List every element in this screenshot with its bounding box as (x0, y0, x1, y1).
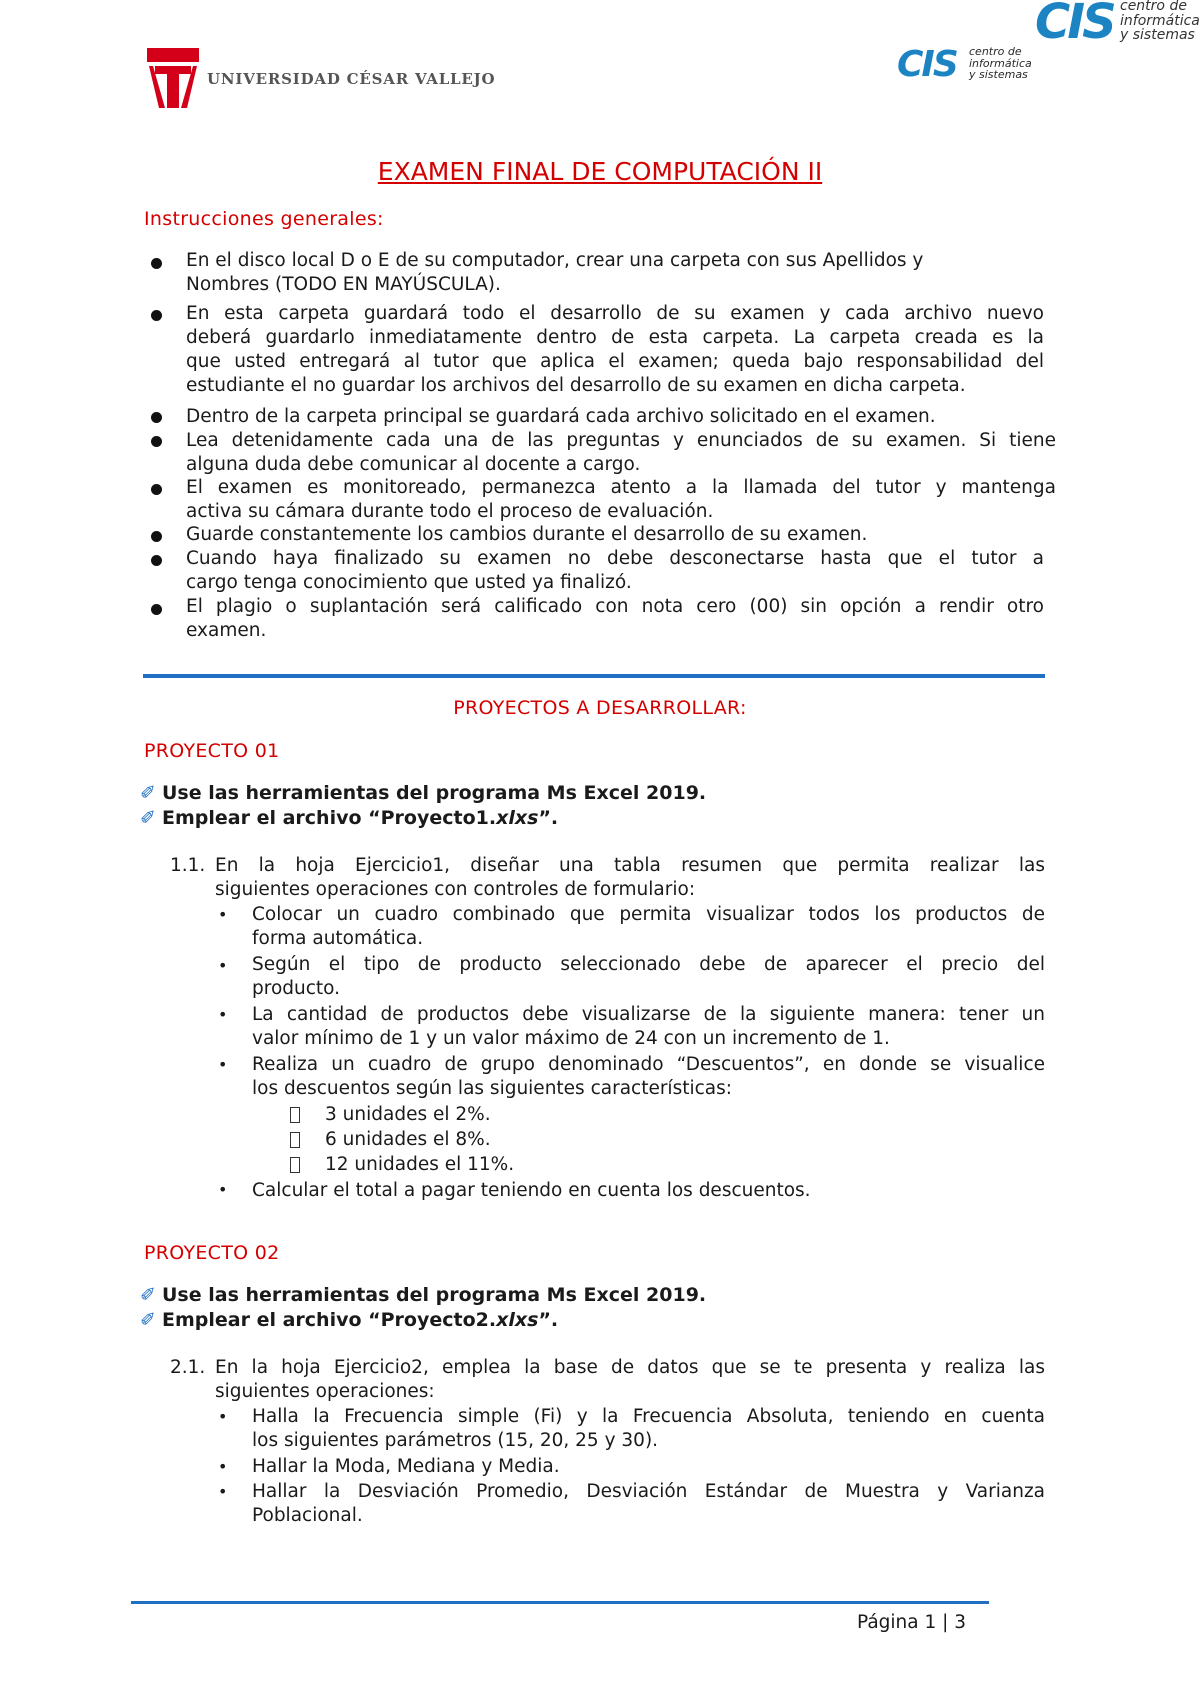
bullet-icon: • (218, 1055, 228, 1074)
checklist-icon: ✐ (140, 782, 156, 804)
project-01-bullet: Realiza un cuadro de grupo denominado “Descuentos”, en donde se visualice los descuentos según las siguientes características: (252, 1054, 1045, 1099)
discount-item: 12 unidades el 11%. (325, 1154, 515, 1175)
bullet-dot-icon (151, 436, 162, 447)
cis-word: CIS (897, 44, 957, 85)
bullet-icon: • (218, 1005, 228, 1024)
project-01-file-line: ✐ Emplear el archivo “Proyecto1.xlxs”. (140, 807, 559, 829)
bullet-dot-icon (151, 604, 162, 615)
projects-heading: PROYECTOS A DESARROLLAR: (453, 697, 747, 719)
square-bullet-icon (290, 1157, 300, 1173)
project-01-tool-line: ✐ Use las herramientas del programa Ms Excel 2019. (140, 782, 707, 804)
bullet-dot-icon (151, 484, 162, 495)
bullet-dot-icon (151, 531, 162, 542)
project-01-bullet: Calcular el total a pagar teniendo en cuenta los descuentos. (252, 1180, 811, 1201)
instruction-item: En el disco local D o E de su computador, crear una carpeta con sus Apellidos y Nombres (TODO EN MAYÚSCULA). (186, 250, 924, 295)
ucv-shield-icon (147, 48, 199, 108)
project-02-item: En la hoja Ejercicio2, emplea la base de datos que se te presenta y realiza las siguientes operaciones: (215, 1357, 1045, 1402)
project-01-bullet: La cantidad de productos debe visualizarse de la siguiente manera: tener un valor mínimo de 1 y un valor máximo de 24 con un incremento de 1. (252, 1004, 1045, 1049)
instruction-item: Guarde constantemente los cambios durante el desarrollo de su examen. (186, 524, 868, 545)
square-bullet-icon (290, 1132, 300, 1148)
item-number: 2.1. (170, 1357, 206, 1378)
project-02-bullet: Hallar la Desviación Promedio, Desviación Estándar de Muestra y Varianza Poblacional. (252, 1481, 1045, 1526)
instructions-heading: Instrucciones generales: (144, 208, 384, 230)
ucv-logo (147, 48, 496, 108)
section-divider (143, 674, 1045, 678)
instruction-item: Dentro de la carpeta principal se guardará cada archivo solicitado en el examen. (186, 406, 936, 427)
cis-subtitle: centro de informática y sistemas (969, 45, 1032, 82)
project-01-heading: PROYECTO 01 (144, 740, 280, 762)
project-02-bullet: Halla la Frecuencia simple (Fi) y la Frecuencia Absoluta, teniendo en cuenta los siguientes parámetros (15, 20, 25 y 30). (252, 1406, 1045, 1451)
cis-logo-large (1035, 0, 1200, 60)
page-title: EXAMEN FINAL DE COMPUTACIÓN II (377, 157, 823, 186)
discount-item: 3 unidades el 2%. (325, 1104, 491, 1125)
instruction-item: En esta carpeta guardará todo el desarrollo de su examen y cada archivo nuevo deberá guardarlo inmediatamente dentro de esta carpeta. La carpeta creada es la que usted entregará al tutor que aplica el examen; queda bajo responsabilidad del estudiante el no guardar los archivos del desarrollo de su examen en dicha carpeta. (186, 303, 1044, 396)
discount-item: 6 unidades el 8%. (325, 1129, 491, 1150)
instruction-item: El plagio o suplantación será calificado con nota cero (00) sin opción a rendir otro examen. (186, 596, 1044, 641)
project-01-item: En la hoja Ejercicio1, diseñar una tabla resumen que permita realizar las siguientes operaciones con controles de formulario: (215, 855, 1045, 900)
checklist-icon: ✐ (140, 1284, 156, 1306)
bullet-dot-icon (151, 310, 162, 321)
cis-word: CIS (1035, 0, 1114, 50)
bullet-icon: • (218, 905, 228, 924)
project-02-file-line: ✐ Emplear el archivo “Proyecto2.xlxs”. (140, 1309, 559, 1331)
footer-divider (131, 1601, 989, 1604)
bullet-icon: • (218, 1407, 228, 1426)
page-number: Página 1 | 3 (857, 1612, 967, 1633)
project-02-heading: PROYECTO 02 (144, 1242, 280, 1264)
square-bullet-icon (290, 1107, 300, 1123)
project-02-bullet: Hallar la Moda, Mediana y Media. (252, 1456, 560, 1477)
bullet-icon: • (218, 956, 228, 975)
checklist-icon: ✐ (140, 807, 156, 829)
bullet-icon: • (218, 1457, 228, 1476)
project-01-bullet: Colocar un cuadro combinado que permita visualizar todos los productos de forma automática. (252, 904, 1045, 949)
instruction-item: Cuando haya finalizado su examen no debe desconectarse hasta que el tutor a cargo tenga conocimiento que usted ya finalizó. (186, 548, 1044, 593)
cis-logo-small (897, 44, 1047, 92)
bullet-icon: • (218, 1180, 228, 1199)
project-01-bullet: Según el tipo de producto seleccionado debe de aparecer el precio del producto. (252, 954, 1045, 999)
instruction-item: Lea detenidamente cada una de las preguntas y enunciados de su examen. Si tiene alguna duda debe comunicar al docente a cargo. (186, 430, 1056, 475)
bullet-icon: • (218, 1482, 228, 1501)
project-02-tool-line: ✐ Use las herramientas del programa Ms Excel 2019. (140, 1284, 707, 1306)
ucv-logo-text: UNIVERSIDAD CÉSAR VALLEJO (207, 70, 496, 88)
checklist-icon: ✐ (140, 1309, 156, 1331)
bullet-dot-icon (151, 412, 162, 423)
bullet-dot-icon (151, 258, 162, 269)
bullet-dot-icon (151, 555, 162, 566)
instruction-item: El examen es monitoreado, permanezca atento a la llamada del tutor y mantenga activa su cámara durante todo el proceso de evaluación. (186, 477, 1056, 522)
item-number: 1.1. (170, 855, 206, 876)
cis-subtitle: centro de informática y sistemas (1120, 0, 1200, 44)
